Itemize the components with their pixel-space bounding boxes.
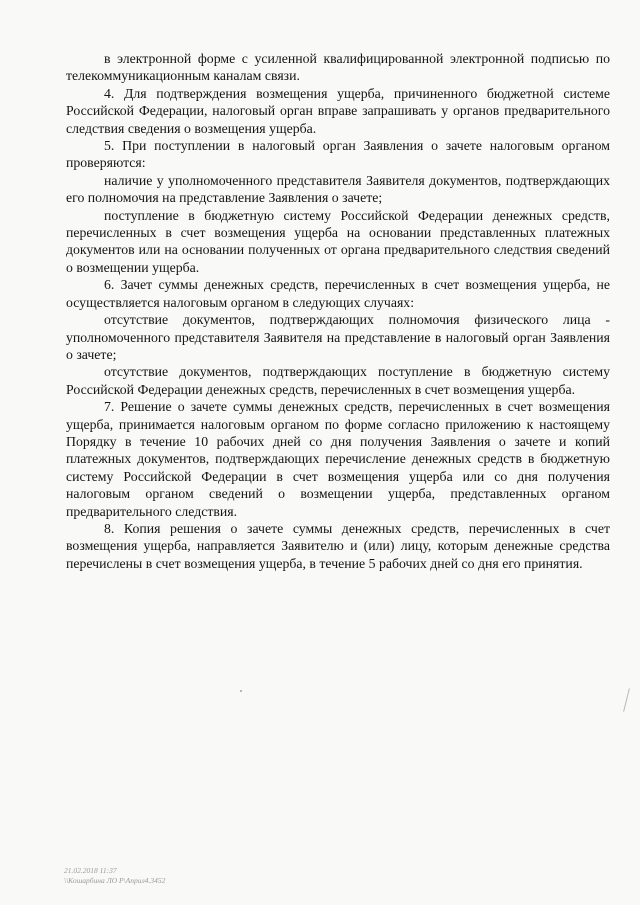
paragraph-item-5: 5. При поступлении в налоговый орган Заявления о зачете налоговым органом проверяются: — [66, 138, 610, 171]
paragraph-item-7: 7. Решение о зачете суммы денежных средств, перечисленных в счет возмещения ущерба, принимается налоговым органом по форме согласно приложению к настоящему Порядку в течение 10 рабочих дней со дня получения Заявления о зачете и копий платежных документов, подтверждающих перечисление денежных средств в бюджетную систему Российской Федерации в счет возмещения ущерба или со дня получения налоговым органом сведений о возмещении ущерба, представленных органом предварительного следствия. — [66, 399, 610, 519]
document-body — [66, 50, 610, 572]
paragraph-case-no-authority: отсутствие документов, подтверждающих полномочия физического лица - уполномоченного представителя Заявителя на представление в налоговый орган Заявления о зачете; — [66, 312, 610, 362]
scan-mark — [623, 688, 630, 712]
paragraph-item-4: 4. Для подтверждения возмещения ущерба, причиненного бюджетной системе Российской Федерации, налоговый орган вправе запрашивать у органов предварительного следствия сведения о возмещения ущерба. — [66, 85, 610, 136]
scan-dot — [240, 690, 242, 692]
footer-stamp — [64, 866, 165, 886]
footer-file-path: \\Кошарбина ЛО Р\Април4.3452 — [64, 876, 166, 885]
paragraph-check-receipt: поступление в бюджетную систему Российской Федерации денежных средств, перечисленных в счет возмещения ущерба на основании представленных платежных документов или на основании полученных от органа предварительного следствия сведений о возмещении ущерба. — [66, 207, 610, 275]
paragraph-item-6: 6. Зачет суммы денежных средств, перечисленных в счет возмещения ущерба, не осуществляется налоговым органом в следующих случаях: — [66, 277, 610, 310]
paragraph-0: в электронной форме с усиленной квалифицированной электронной подписью по телекоммуникационным каналам связи. — [66, 51, 610, 84]
paragraph-check-authority: наличие у уполномоченного представителя Заявителя документов, подтверждающих его полномочия на представление Заявления о зачете; — [66, 172, 610, 206]
paragraph-item-8: 8. Копия решения о зачете суммы денежных средств, перечисленных в счет возмещения ущерба, направляется Заявителю и (или) лицу, которым денежные средства перечислены в счет возмещения ущерба, в течение 5 рабочих дней со дня его принятия. — [66, 520, 610, 571]
paragraph-case-no-receipt: отсутствие документов, подтверждающих поступление в бюджетную систему Российской Федерации денежных средств, перечисленных в счет возмещения ущерба. — [66, 364, 610, 397]
footer-timestamp: 21.02.2018 11:37 — [64, 866, 117, 875]
